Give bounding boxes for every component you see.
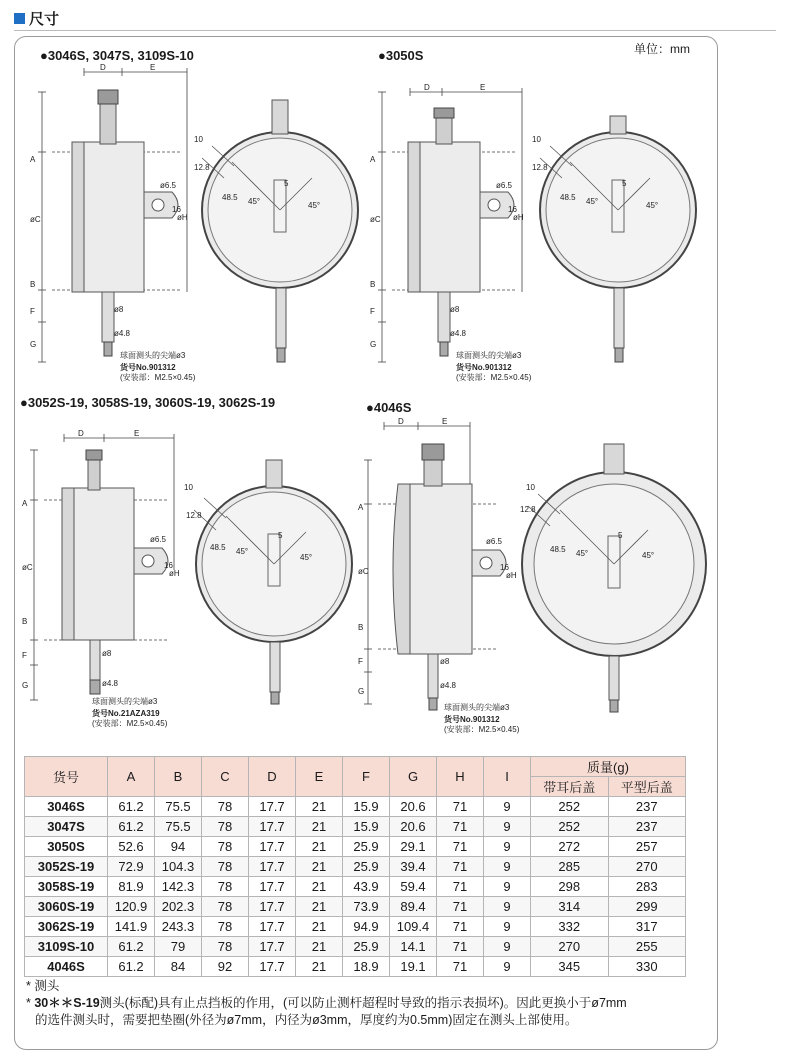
table-cell: 29.1	[390, 837, 437, 857]
table-cell-model: 3060S-19	[25, 897, 108, 917]
table-cell: 21	[296, 937, 343, 957]
table-cell: 17.7	[249, 797, 296, 817]
col-b: B	[155, 757, 202, 797]
table-cell: 270	[531, 937, 609, 957]
dim-tip: ø4.8	[114, 329, 131, 338]
tip-label: 球面测头的尖端ø3	[456, 351, 522, 360]
table-cell: 9	[484, 877, 531, 897]
diagram-title-4: ●4046S	[366, 400, 412, 415]
table-cell: 17.7	[249, 837, 296, 857]
table-cell: 71	[437, 797, 484, 817]
table-cell: 17.7	[249, 897, 296, 917]
table-cell: 314	[531, 897, 609, 917]
table-cell: 18.9	[343, 957, 390, 977]
part-label: 货号No.21AZA319	[92, 709, 160, 718]
dim-45b: 45°	[642, 551, 655, 560]
table-cell: 9	[484, 897, 531, 917]
dim-g: G	[370, 340, 377, 349]
table-cell: 17.7	[249, 917, 296, 937]
table-cell-model: 3047S	[25, 817, 108, 837]
note-2-text: 测头(标配)具有止点挡板的作用，(可以防止测杆超程时导致的指示表损坏)。因此更换小于ø7mm	[99, 996, 627, 1010]
dim-45b: 45°	[646, 201, 659, 210]
part-label: 货号No.901312	[444, 715, 500, 724]
dim-h: øH	[506, 571, 517, 580]
section-header	[14, 8, 59, 28]
col-c: C	[202, 757, 249, 797]
table-cell: 21	[296, 917, 343, 937]
dim-45b: 45°	[308, 201, 321, 210]
unit-label: 单位：mm	[634, 42, 690, 56]
dim-stem: ø8	[440, 657, 450, 666]
mount-label: (安装部：M2.5×0.45)	[456, 373, 532, 382]
table-cell: 25.9	[343, 837, 390, 857]
table-cell: 252	[531, 797, 609, 817]
dim-tip: ø4.8	[102, 679, 119, 688]
dim-5: 5	[284, 179, 289, 188]
diagram-4046s	[358, 414, 714, 740]
table-cell: 73.9	[343, 897, 390, 917]
table-cell: 15.9	[343, 797, 390, 817]
dim-tip: ø4.8	[440, 681, 457, 690]
table-cell: 317	[608, 917, 686, 937]
col-h: H	[437, 757, 484, 797]
table-cell: 78	[202, 917, 249, 937]
table-cell: 39.4	[390, 857, 437, 877]
dim-c: øC	[22, 563, 33, 572]
dim-12-8: 12.8	[194, 163, 210, 172]
dim-10: 10	[532, 135, 541, 144]
table-cell: 75.5	[155, 817, 202, 837]
dim-h: øH	[177, 213, 188, 222]
col-f: F	[343, 757, 390, 797]
table-cell: 19.1	[390, 957, 437, 977]
dim-45a: 45°	[236, 547, 249, 556]
table-cell-model: 3062S-19	[25, 917, 108, 937]
table-row	[25, 937, 686, 957]
dim-c: øC	[370, 215, 381, 224]
mount-label: (安装部：M2.5×0.45)	[92, 719, 168, 728]
table-cell: 81.9	[108, 877, 155, 897]
table-cell: 71	[437, 917, 484, 937]
table-cell: 17.7	[249, 937, 296, 957]
table-row	[25, 957, 686, 977]
table-cell: 332	[531, 917, 609, 937]
dim-f: F	[358, 657, 363, 666]
col-model: 货号	[25, 757, 108, 797]
dim-f: F	[370, 307, 375, 316]
table-cell: 285	[531, 857, 609, 877]
part-label: 货号No.901312	[120, 363, 176, 372]
table-cell: 20.6	[390, 797, 437, 817]
mount-label: (安装部：M2.5×0.45)	[120, 373, 196, 382]
table-cell: 21	[296, 857, 343, 877]
table-cell: 21	[296, 877, 343, 897]
table-cell: 243.3	[155, 917, 202, 937]
dim-5: 5	[618, 531, 623, 540]
dim-g: G	[30, 340, 37, 349]
diagram-3050s	[362, 62, 702, 388]
table-cell: 21	[296, 797, 343, 817]
table-cell: 94.9	[343, 917, 390, 937]
table-cell: 109.4	[390, 917, 437, 937]
dim-a: A	[22, 499, 28, 508]
tip-label: 球面测头的尖端ø3	[92, 697, 158, 706]
table-cell: 75.5	[155, 797, 202, 817]
table-cell: 298	[531, 877, 609, 897]
dim-d: D	[424, 83, 430, 92]
dim-hole: ø6.5	[150, 535, 167, 544]
dim-16: 16	[172, 205, 181, 214]
dim-5: 5	[278, 531, 283, 540]
note-2-cont: 的选件测头时，需要把垫圈(外径为ø7mm，内径为ø3mm，厚度约为0.5mm)固定在测头上部使用。	[35, 1013, 578, 1027]
dim-stem: ø8	[102, 649, 112, 658]
dim-c: øC	[30, 215, 41, 224]
col-mass: 质量(g)	[531, 757, 686, 777]
table-cell: 72.9	[108, 857, 155, 877]
table-row	[25, 917, 686, 937]
dim-45b: 45°	[300, 553, 313, 562]
dim-16: 16	[500, 563, 509, 572]
table-cell: 71	[437, 837, 484, 857]
dim-hole: ø6.5	[160, 181, 177, 190]
table-cell: 142.3	[155, 877, 202, 897]
table-cell: 61.2	[108, 817, 155, 837]
table-cell: 84	[155, 957, 202, 977]
table-cell: 71	[437, 817, 484, 837]
table-cell: 14.1	[390, 937, 437, 957]
table-cell: 9	[484, 937, 531, 957]
section-title: 尺寸	[29, 10, 60, 28]
table-cell: 89.4	[390, 897, 437, 917]
col-e: E	[296, 757, 343, 797]
table-cell: 21	[296, 957, 343, 977]
specs-table	[24, 756, 686, 977]
section-marker-icon	[14, 13, 25, 24]
table-cell: 330	[608, 957, 686, 977]
table-cell: 61.2	[108, 937, 155, 957]
col-mass-ear: 带耳后盖	[531, 777, 609, 797]
tip-label: 球面测头的尖端ø3	[120, 351, 186, 360]
note-1: * 测头	[26, 979, 60, 993]
table-cell-model: 3052S-19	[25, 857, 108, 877]
dim-5: 5	[622, 179, 627, 188]
diagram-3052s-19	[14, 410, 364, 740]
table-cell: 78	[202, 857, 249, 877]
dim-a: A	[30, 155, 36, 164]
table-cell-model: 4046S	[25, 957, 108, 977]
table-cell: 255	[608, 937, 686, 957]
dim-b: B	[22, 617, 28, 626]
dim-12-8: 12.8	[186, 511, 202, 520]
dim-f: F	[22, 651, 27, 660]
table-cell-model: 3109S-10	[25, 937, 108, 957]
header-divider	[14, 30, 776, 31]
table-cell: 78	[202, 897, 249, 917]
table-cell: 21	[296, 897, 343, 917]
dim-45a: 45°	[248, 197, 261, 206]
table-cell: 52.6	[108, 837, 155, 857]
table-cell: 71	[437, 897, 484, 917]
dim-48-5: 48.5	[210, 543, 226, 552]
table-cell: 202.3	[155, 897, 202, 917]
diagram-title-2: ●3050S	[378, 48, 424, 63]
dim-10: 10	[184, 483, 193, 492]
table-cell: 257	[608, 837, 686, 857]
dim-tip: ø4.8	[450, 329, 467, 338]
dim-e: E	[150, 63, 156, 72]
table-cell: 78	[202, 837, 249, 857]
dim-12-8: 12.8	[532, 163, 548, 172]
dim-16: 16	[508, 205, 517, 214]
col-i: I	[484, 757, 531, 797]
dim-b: B	[30, 280, 36, 289]
table-cell: 79	[155, 937, 202, 957]
dim-hole: ø6.5	[486, 537, 503, 546]
diagram-3046s	[22, 62, 362, 388]
dim-48-5: 48.5	[222, 193, 238, 202]
dim-stem: ø8	[450, 305, 460, 314]
table-cell: 9	[484, 817, 531, 837]
dim-e: E	[442, 417, 448, 426]
dim-48-5: 48.5	[560, 193, 576, 202]
dim-hole: ø6.5	[496, 181, 513, 190]
dim-e: E	[480, 83, 486, 92]
dim-16: 16	[164, 561, 173, 570]
dim-f: F	[30, 307, 35, 316]
table-cell: 78	[202, 817, 249, 837]
dim-e: E	[134, 429, 140, 438]
table-cell: 78	[202, 797, 249, 817]
table-row	[25, 817, 686, 837]
dim-48-5: 48.5	[550, 545, 566, 554]
dim-12-8: 12.8	[520, 505, 536, 514]
table-cell: 78	[202, 937, 249, 957]
dim-d: D	[398, 417, 404, 426]
note-2: * 30＊＊S-19测头(标配)具有止点挡板的作用，(可以防止测杆超程时导致的指示表损坏)。因此更换小于ø7mm	[26, 996, 627, 1010]
table-cell: 25.9	[343, 857, 390, 877]
table-cell: 9	[484, 857, 531, 877]
dim-10: 10	[194, 135, 203, 144]
table-cell: 17.7	[249, 877, 296, 897]
table-row	[25, 877, 686, 897]
col-mass-flat: 平型后盖	[608, 777, 686, 797]
table-cell: 252	[531, 817, 609, 837]
table-cell: 270	[608, 857, 686, 877]
col-a: A	[108, 757, 155, 797]
table-cell: 71	[437, 857, 484, 877]
mount-label: (安装部：M2.5×0.45)	[444, 725, 520, 734]
table-cell: 237	[608, 797, 686, 817]
table-cell: 9	[484, 917, 531, 937]
dim-d: D	[78, 429, 84, 438]
dim-stem: ø8	[114, 305, 124, 314]
dim-c: øC	[358, 567, 369, 576]
table-cell: 71	[437, 877, 484, 897]
table-cell: 9	[484, 957, 531, 977]
table-cell: 283	[608, 877, 686, 897]
dim-g: G	[22, 681, 29, 690]
table-cell: 25.9	[343, 937, 390, 957]
table-cell: 20.6	[390, 817, 437, 837]
table-cell: 78	[202, 877, 249, 897]
table-cell: 61.2	[108, 797, 155, 817]
table-cell: 345	[531, 957, 609, 977]
table-row	[25, 797, 686, 817]
table-cell-model: 3046S	[25, 797, 108, 817]
table-cell: 71	[437, 957, 484, 977]
dim-g: G	[358, 687, 365, 696]
col-g: G	[390, 757, 437, 797]
dim-a: A	[358, 503, 364, 512]
note-2-model: 30＊＊S-19	[34, 996, 100, 1010]
dim-h: øH	[513, 213, 524, 222]
table-cell: 94	[155, 837, 202, 857]
table-cell: 92	[202, 957, 249, 977]
table-cell: 17.7	[249, 957, 296, 977]
dim-10: 10	[526, 483, 535, 492]
table-cell: 71	[437, 937, 484, 957]
diagram-title-1: ●3046S, 3047S, 3109S-10	[40, 48, 194, 63]
dim-45a: 45°	[576, 549, 589, 558]
table-cell: 9	[484, 837, 531, 857]
table-cell: 9	[484, 797, 531, 817]
table-cell: 120.9	[108, 897, 155, 917]
table-cell: 61.2	[108, 957, 155, 977]
part-label: 货号No.901312	[456, 363, 512, 372]
dim-b: B	[358, 623, 364, 632]
table-cell-model: 3058S-19	[25, 877, 108, 897]
table-cell: 21	[296, 817, 343, 837]
dim-45a: 45°	[586, 197, 599, 206]
table-row	[25, 897, 686, 917]
dim-h: øH	[169, 569, 180, 578]
table-cell: 15.9	[343, 817, 390, 837]
table-row	[25, 857, 686, 877]
table-cell: 21	[296, 837, 343, 857]
diagram-title-3: ●3052S-19, 3058S-19, 3060S-19, 3062S-19	[20, 395, 276, 410]
table-cell-model: 3050S	[25, 837, 108, 857]
dim-a: A	[370, 155, 376, 164]
col-d: D	[249, 757, 296, 797]
footnotes	[26, 978, 706, 1029]
table-row	[25, 837, 686, 857]
table-cell: 59.4	[390, 877, 437, 897]
table-cell: 104.3	[155, 857, 202, 877]
table-cell: 17.7	[249, 817, 296, 837]
table-cell: 141.9	[108, 917, 155, 937]
tip-label: 球面测头的尖端ø3	[444, 703, 510, 712]
table-cell: 17.7	[249, 857, 296, 877]
table-cell: 299	[608, 897, 686, 917]
table-cell: 237	[608, 817, 686, 837]
table-cell: 43.9	[343, 877, 390, 897]
table-cell: 272	[531, 837, 609, 857]
dim-d: D	[100, 63, 106, 72]
dim-b: B	[370, 280, 376, 289]
